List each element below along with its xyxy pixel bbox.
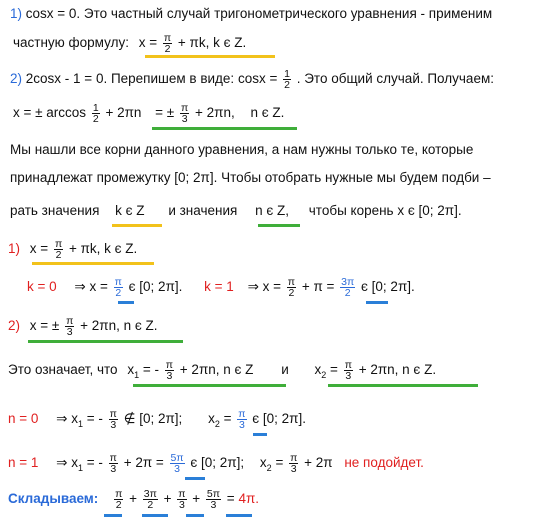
- denominator: 2: [284, 79, 290, 91]
- var-x1: x: [127, 362, 135, 378]
- text: частную формулу:: [13, 35, 129, 51]
- text: Это означает, что: [8, 362, 118, 378]
- fraction: [92, 103, 100, 124]
- denominator: 3: [174, 463, 181, 475]
- line-1: [10, 6, 492, 21]
- subscript: 1: [77, 462, 83, 473]
- numerator: π: [109, 408, 117, 420]
- text: чтобы корень x є [0; 2π].: [308, 203, 462, 218]
- rejected-note: не подойдет.: [344, 455, 424, 471]
- numerator: π: [178, 488, 186, 500]
- equals: =: [226, 491, 235, 507]
- denominator: 2: [115, 287, 122, 299]
- blue-underline: [253, 433, 267, 436]
- fraction: [114, 277, 123, 298]
- fraction: [237, 409, 246, 430]
- numerator: π: [165, 359, 174, 371]
- numerator: π: [115, 488, 123, 500]
- fraction: [163, 33, 172, 54]
- green-underline: [28, 340, 183, 343]
- line-4: [13, 103, 284, 124]
- formula-a: cosx =: [237, 71, 278, 87]
- numerator: 1: [284, 68, 290, 80]
- k-set: k є Z: [115, 203, 145, 218]
- denominator: 3: [166, 370, 173, 382]
- implies: ⇒ x =: [247, 279, 282, 295]
- fraction: [109, 409, 118, 430]
- term: + 2πn, n є Z.: [358, 362, 437, 378]
- line-2: [13, 33, 246, 54]
- subscript: 1: [77, 418, 83, 429]
- k-value: k = 1: [204, 279, 234, 295]
- numerator: π: [54, 238, 63, 250]
- equals: =: [223, 411, 232, 427]
- line-12: [8, 409, 306, 430]
- text: и значения: [168, 203, 238, 218]
- item-number: 2): [10, 71, 23, 87]
- membership: ∉ [0; 2π];: [123, 411, 183, 427]
- yellow-underline: [112, 224, 162, 227]
- n-value: n = 0: [8, 411, 39, 427]
- denominator: 2: [55, 249, 62, 261]
- numerator: 3π: [341, 276, 355, 288]
- text: 2cosx - 1 = 0. Перепишем в виде:: [25, 71, 235, 87]
- green-underline: [133, 384, 286, 387]
- numerator: π: [238, 408, 246, 420]
- subscript: 1: [134, 369, 140, 380]
- numerator: 3π: [143, 488, 157, 500]
- fraction: [114, 489, 123, 510]
- arccos-text: x = ± arccos: [13, 105, 87, 121]
- n-value: n = 1: [8, 455, 39, 471]
- line-10: [8, 316, 157, 337]
- equals: = -: [142, 362, 160, 378]
- sum-label: Складываем:: [8, 491, 99, 507]
- fraction: [170, 453, 185, 474]
- line-11: [8, 360, 436, 381]
- denominator: 3: [110, 463, 117, 475]
- numerator: π: [163, 32, 172, 44]
- equals: = -: [86, 455, 103, 471]
- denominator: 2: [115, 499, 122, 511]
- membership: є [0; 2π].: [128, 279, 183, 295]
- numerator: π: [114, 276, 122, 288]
- fraction: [206, 489, 221, 510]
- term: + 2πn,: [195, 105, 235, 121]
- numerator: π: [180, 102, 189, 114]
- membership: є [0; 2π];: [190, 455, 245, 471]
- k-value: k = 0: [27, 279, 57, 295]
- membership: є [0; 2π].: [252, 411, 306, 427]
- blue-underline: [185, 477, 205, 480]
- subscript: 2: [214, 418, 220, 429]
- blue-underline: [226, 514, 252, 517]
- yellow-underline: [145, 55, 275, 58]
- result: 4π.: [238, 491, 260, 507]
- denominator: 3: [178, 499, 185, 511]
- denominator: 3: [181, 113, 188, 125]
- green-underline: [152, 127, 297, 130]
- membership: є [0; 2π].: [361, 279, 415, 295]
- line-6: принадлежат промежутку [0; 2π]. Чтобы отобрать нужные мы будем подби –: [10, 170, 491, 185]
- equals: =: [330, 362, 338, 378]
- term: + 2πn, n є Z: [179, 362, 254, 378]
- numerator: π: [109, 452, 117, 464]
- text: рать значения: [10, 203, 100, 218]
- green-underline: [258, 224, 300, 227]
- fraction: [177, 489, 186, 510]
- fraction: [180, 103, 189, 124]
- denominator: 2: [164, 43, 171, 55]
- conjunction: и: [281, 362, 289, 378]
- term: x = ±: [29, 318, 60, 334]
- var-x2: x: [314, 362, 322, 378]
- denominator: 2: [92, 113, 99, 125]
- fraction: [143, 489, 158, 510]
- fraction: [54, 239, 63, 260]
- fraction: [287, 277, 296, 298]
- denominator: 3: [66, 326, 73, 338]
- fraction: [65, 316, 74, 337]
- fraction: [109, 453, 118, 474]
- item-number: 1): [8, 241, 21, 257]
- term: + 2πn, n є Z.: [80, 318, 158, 334]
- yellow-underline: [32, 262, 154, 265]
- fraction: [165, 360, 174, 381]
- item-number: 2): [8, 318, 21, 334]
- formula-b: . Это общий случай. Получаем:: [296, 71, 494, 87]
- var-x2: x: [208, 411, 215, 427]
- line-14: [8, 489, 259, 510]
- plus: +: [163, 491, 172, 507]
- blue-underline: [186, 514, 204, 517]
- denominator: 3: [210, 499, 217, 511]
- term: + π =: [301, 279, 335, 295]
- denominator: 3: [290, 463, 297, 475]
- term: + 2π =: [123, 455, 164, 471]
- line-7: [10, 203, 462, 218]
- line-5: Мы нашли все корни данного уравнения, а нам нужны только те, которые: [10, 142, 474, 157]
- line-9: [27, 277, 415, 298]
- n-set: n є Z,: [255, 203, 289, 218]
- blue-underline: [104, 514, 122, 517]
- blue-underline: [142, 514, 168, 517]
- equals: =: [275, 455, 284, 471]
- numerator: 5π: [206, 488, 221, 500]
- formula-b: + πk, k є Z.: [177, 35, 247, 51]
- equals: = -: [86, 411, 103, 427]
- line-3: [10, 69, 494, 90]
- subscript: 2: [266, 462, 272, 473]
- numerator: π: [287, 276, 296, 288]
- fraction: [340, 277, 355, 298]
- numerator: π: [66, 315, 74, 327]
- formula-a: x =: [138, 35, 158, 51]
- line-13: [8, 453, 424, 474]
- fraction: [344, 360, 353, 381]
- text: cosx = 0. Это частный случай тригонометрического уравнения - применим: [25, 6, 493, 21]
- denominator: 2: [147, 499, 154, 511]
- denominator: 3: [110, 419, 117, 431]
- numerator: π: [344, 359, 352, 371]
- implies: ⇒ x =: [74, 279, 108, 295]
- domain-text: n є Z.: [250, 105, 285, 121]
- implies: ⇒ x: [56, 455, 78, 471]
- term: + 2π: [304, 455, 333, 471]
- blue-underline: [366, 301, 388, 304]
- numerator: 5π: [170, 452, 184, 464]
- line-8: [8, 239, 137, 260]
- blue-underline: [118, 301, 134, 304]
- plus: +: [129, 491, 137, 507]
- var-x2: x: [259, 455, 267, 471]
- denominator: 2: [344, 287, 351, 299]
- item-number: 1): [10, 6, 23, 21]
- numerator: π: [290, 452, 298, 464]
- denominator: 3: [345, 370, 352, 382]
- denominator: 2: [288, 287, 295, 299]
- implies: ⇒ x: [56, 411, 78, 427]
- equals: = ±: [155, 105, 175, 121]
- fraction: [283, 69, 291, 90]
- denominator: 3: [238, 419, 245, 431]
- plus: +: [192, 491, 201, 507]
- subscript: 2: [321, 369, 327, 380]
- fraction: [289, 453, 298, 474]
- green-underline: [328, 384, 478, 387]
- term: + 2πn: [105, 105, 142, 121]
- term: + πk, k є Z.: [68, 241, 138, 257]
- numerator: 1: [92, 102, 99, 114]
- term: x =: [29, 241, 49, 257]
